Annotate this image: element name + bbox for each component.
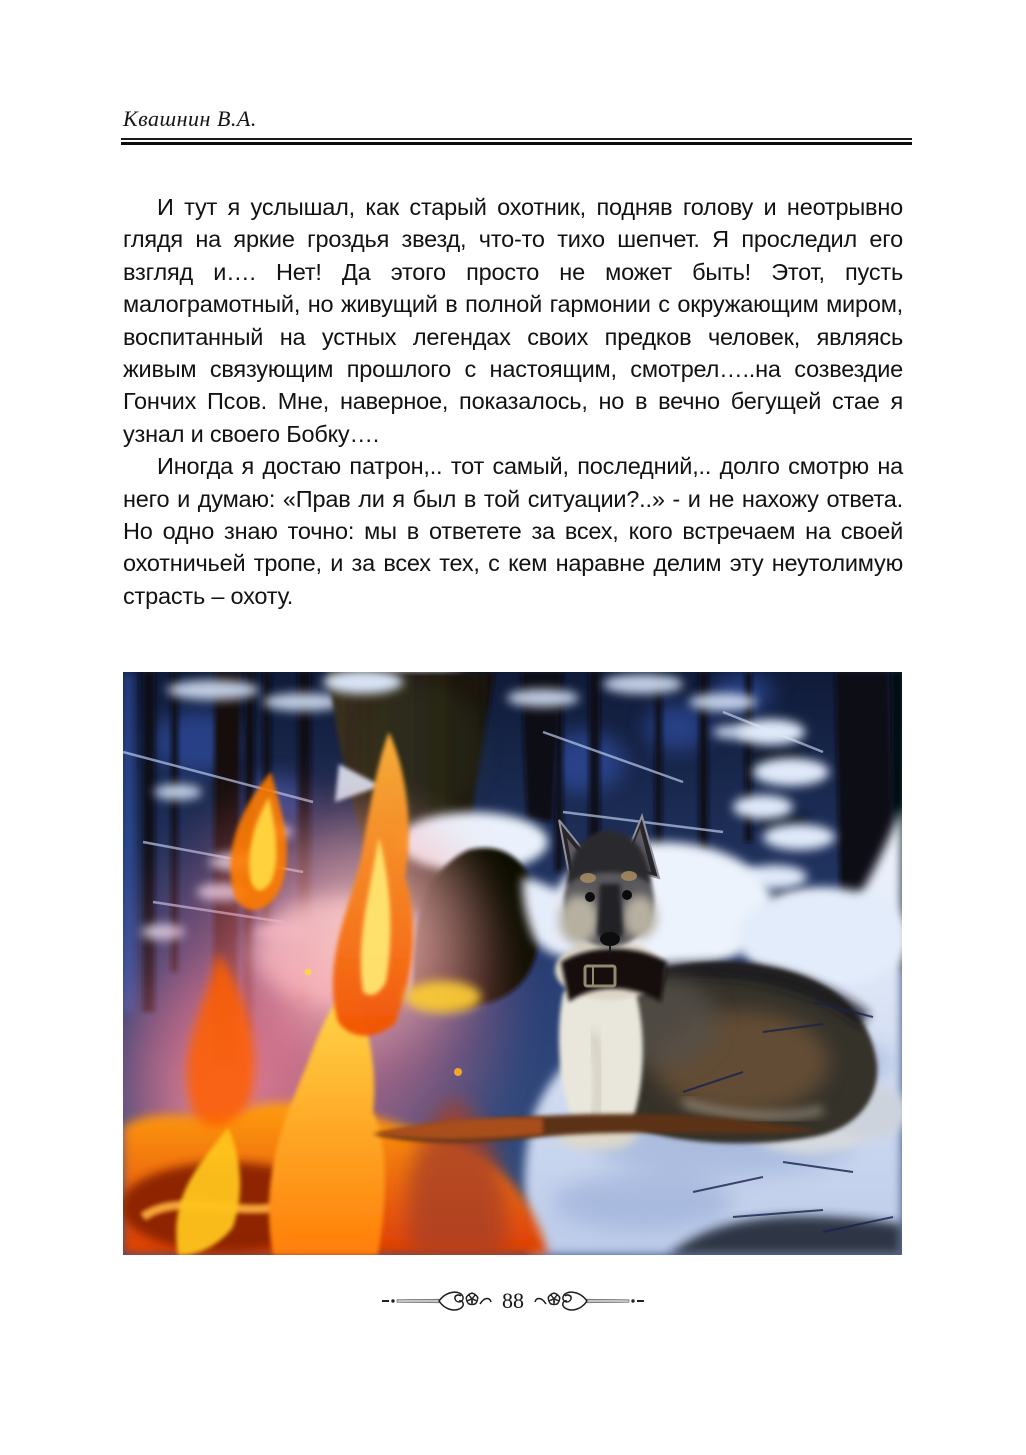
body-paragraph-1: И тут я услышал, как старый охотник, подняв голову и неотрывно глядя на яркие гроздья звезд, что-то тихо шепчет. Я проследил его взгляд и…. Нет! Да этого просто не может быть! Этот, пусть малограмотный, но живущий в полной гармонии с окружающим миром, воспитанный на устных легендах своих предков человек, являясь живым связующим прошлого с настоящим, смотрел…..на созвездие Гончих Псов. Мне, наверное, показалось, но в вечно бегущей стае я узнал и своего Бобку…. xyxy=(123,194,903,447)
dog-nose xyxy=(600,932,620,946)
footer-flourish-right-icon xyxy=(534,1287,646,1315)
header-rule xyxy=(121,138,912,145)
header-rule-thick xyxy=(121,142,912,146)
running-header-author: Квашнин В.А. xyxy=(123,106,257,131)
rosette-icon xyxy=(466,1293,478,1305)
dog-eye-left xyxy=(585,892,595,902)
page-footer xyxy=(0,1284,1026,1318)
photo-dog-by-campfire xyxy=(123,672,902,1255)
body-text xyxy=(123,191,903,612)
photo-illustration xyxy=(123,672,902,1255)
body-paragraph-2: Иногда я достаю патрон,.. тот самый, последний,.. долго смотрю на него и думаю: «Прав ли я был в той ситуации?..» - и не нахожу ответа. Но одно знаю точно: мы в ответете за всех, кого встречаем на своей охотничьей тропе, и за всех тех, с кем наравне делим эту неутолимую страсть – охоту. xyxy=(123,453,903,609)
footer-flourish-left-icon xyxy=(380,1287,492,1315)
rosette-icon xyxy=(548,1293,560,1305)
dog-eye-right xyxy=(622,890,632,900)
page-number: 88 xyxy=(502,1288,524,1313)
